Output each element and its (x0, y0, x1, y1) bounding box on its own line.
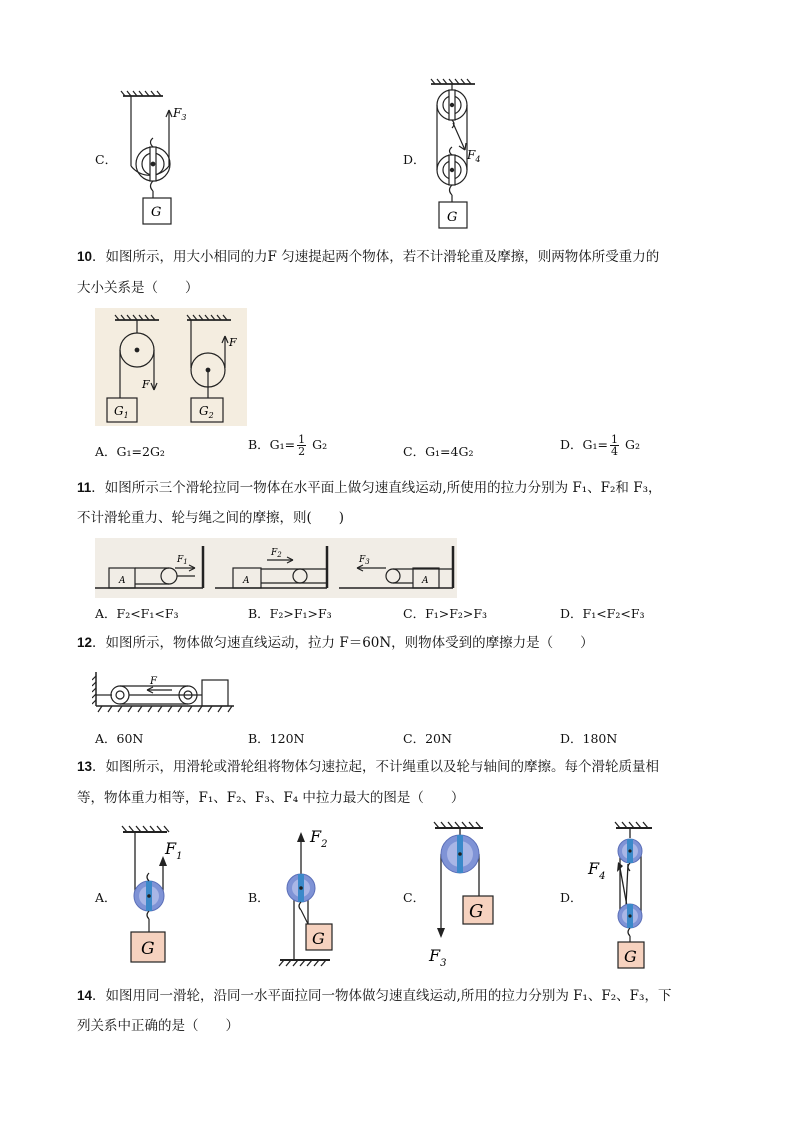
q13-figure-a (115, 820, 205, 970)
q12-option-d[interactable]: D．180N (560, 731, 618, 746)
q11-force-f2: $F_2$ (271, 548, 282, 559)
q11-stem-line2: 不计滑轮重力、轮与绳之间的摩擦，则( ) (77, 510, 345, 526)
q10-option-b-suffix: G₂ (312, 437, 328, 452)
q12-option-b[interactable]: B．120N (248, 731, 305, 746)
q13-figure-c (425, 818, 515, 972)
q11-block-3: A (422, 576, 429, 586)
q13d-block-label: G (624, 947, 637, 966)
q10-force-right: F (229, 336, 237, 349)
q13b-block-label: G (312, 929, 325, 948)
q10-number: 10 (77, 249, 93, 264)
q9-figure-d (425, 78, 495, 240)
q13-option-d-label[interactable]: D． (560, 890, 583, 905)
q13-stem-line1 (77, 757, 659, 777)
q13-figure-b (270, 820, 360, 970)
q9d-force-label: $F_4$ (467, 148, 481, 164)
q13-text-1: ．如图所示，用滑轮或滑轮组将物体匀速拉起，不计绳重以及轮与轴间的摩擦。每个滑轮质量相 (92, 759, 660, 775)
q13-option-c-label[interactable]: C． (403, 890, 426, 905)
q10-block-g1: $G_1$ (114, 404, 129, 420)
q12-option-c[interactable]: C．20N (403, 731, 452, 746)
q12-force-label: F (150, 676, 157, 687)
q13d-force-label: $F_4$ (588, 859, 606, 882)
q13-number: 13 (77, 759, 93, 774)
q10-option-d-fraction: $\frac{1}{4}$ (611, 433, 618, 458)
q9-figure-c (115, 86, 205, 230)
q11-text-1: ．如图所示三个滑轮拉同一物体在水平面上做匀速直线运动,所使用的拉力分别为 F₁、F₂和 F₃， (91, 480, 662, 496)
q13b-force-label: $F_2$ (310, 827, 328, 850)
q10-option-c[interactable]: C．G₁=4G₂ (403, 444, 474, 459)
q12-stem-line1 (77, 633, 594, 653)
q11-option-d[interactable]: D．F₁<F₂<F₃ (560, 606, 645, 621)
q13-option-b-label[interactable]: B． (248, 890, 270, 905)
q11-number: 11 (77, 480, 92, 495)
q12-number: 12 (77, 635, 93, 650)
q10-text-1: ．如图所示，用大小相同的力F 匀速提起两个物体，若不计滑轮重及摩擦，则两物体所受重力的 (92, 249, 660, 265)
q10-option-d[interactable] (560, 434, 640, 457)
q13a-block-label: G (141, 939, 155, 959)
q10-stem-line2: 大小关系是（ ） (77, 280, 199, 296)
q11-force-f3: $F_3$ (359, 555, 370, 566)
q13a-force-label: $F_1$ (165, 839, 183, 862)
q9d-block-label: G (447, 210, 458, 225)
q9c-force-label: $F_3$ (173, 106, 187, 122)
q14-stem-line1 (77, 986, 671, 1006)
q11-stem-line1 (77, 478, 662, 498)
q10-option-a[interactable]: A．G₁=2G₂ (95, 444, 165, 459)
q10-option-d-prefix: D．G₁= (560, 437, 608, 452)
q9c-block-label: G (151, 205, 162, 220)
q13-option-a-label[interactable]: A． (95, 890, 117, 905)
q13c-block-label: G (469, 901, 484, 922)
q11-block-1: A (119, 576, 126, 586)
q11-block-2: A (243, 576, 250, 586)
q11-force-f1: $F_1$ (177, 555, 188, 566)
q9-option-c-label: C． (95, 152, 118, 167)
q10-option-b-fraction: $\frac{1}{2}$ (298, 433, 306, 458)
q14-stem-line2: 列关系中正确的是（ ） (77, 1018, 239, 1034)
q10-stem-line1 (77, 247, 659, 267)
q11-option-b[interactable]: B．F₂>F₁>F₃ (248, 606, 332, 621)
q10-option-b[interactable] (248, 434, 327, 457)
q11-figure (95, 538, 457, 598)
q13-stem-line2: 等，物体重力相等，F₁、F₂、F₃、F₄ 中拉力最大的图是（ ） (77, 790, 465, 806)
q11-option-c[interactable]: C．F₁>F₂>F₃ (403, 606, 488, 621)
q11-option-a[interactable]: A．F₂<F₁<F₃ (95, 606, 179, 621)
q10-option-d-suffix: G₂ (624, 437, 640, 452)
q13-figure-d (582, 818, 672, 972)
q12-option-a[interactable]: A．60N (95, 731, 144, 746)
q12-figure (92, 668, 238, 714)
q10-figure (95, 308, 247, 426)
q10-block-g2: $G_2$ (199, 404, 214, 420)
q9-option-d-label: D． (403, 152, 426, 167)
q13c-force-label: $F_3$ (429, 946, 447, 969)
q14-number: 14 (77, 988, 93, 1003)
q14-text-1: ．如图用同一滑轮，沿同一水平面拉同一物体做匀速直线运动,所用的拉力分别为 F₁、F₂、F₃，下 (92, 988, 672, 1004)
q10-option-b-prefix: B．G₁= (248, 437, 296, 452)
q10-force-left: F (142, 378, 150, 391)
q12-text-1: ．如图所示，物体做匀速直线运动，拉力 F＝60N，则物体受到的摩擦力是（ ） (92, 635, 594, 651)
